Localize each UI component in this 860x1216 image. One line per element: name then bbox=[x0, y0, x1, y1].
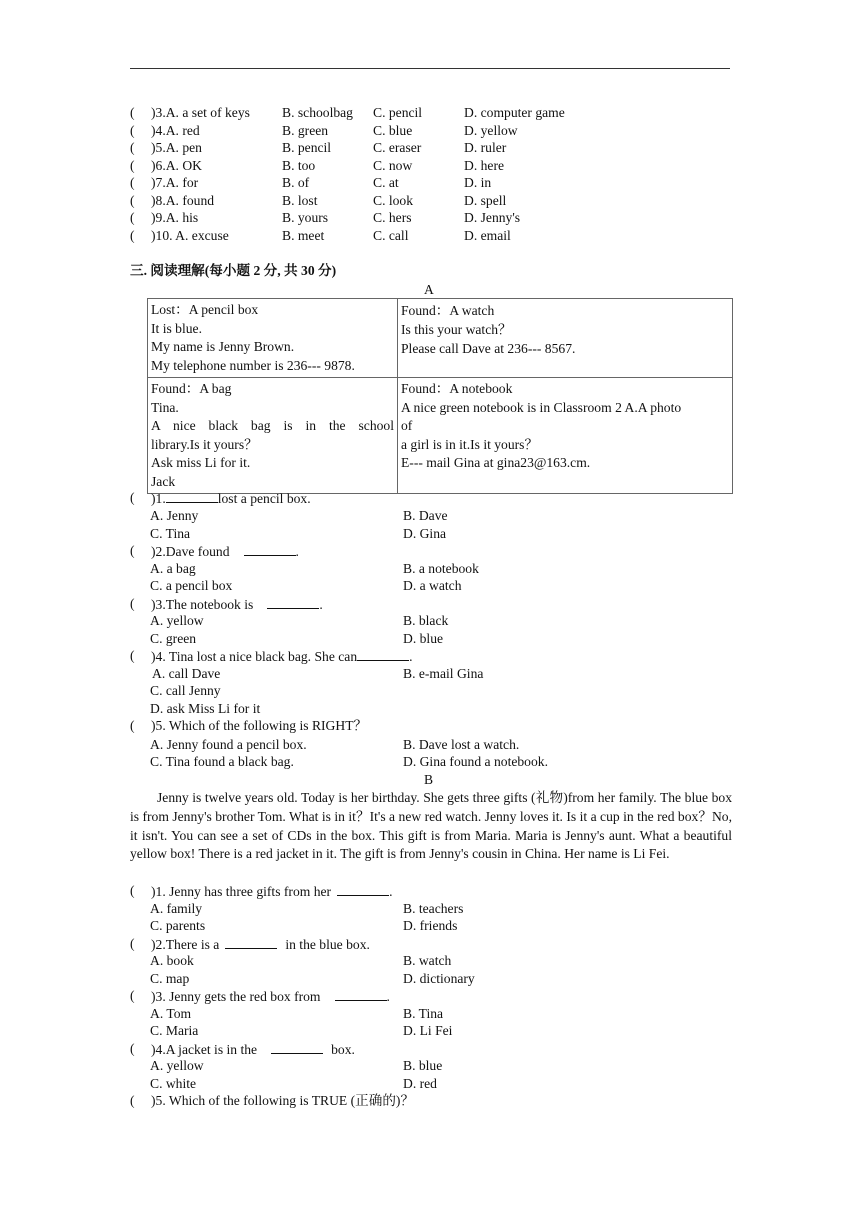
option-b: B. watch bbox=[403, 953, 452, 968]
option-a: A. excuse bbox=[175, 227, 229, 243]
option-c: C. look bbox=[373, 192, 414, 208]
option-b: B. schoolbag bbox=[282, 105, 353, 120]
passage-b-text: Jenny is twelve years old. Today is her birthday. She gets three gifts (礼物)from her family. The blue box is from Jenny's brother Tom. What is in it？It's a new red watch. Jenny loves it. Is it a cup in the red box？No, it isn't. You can see a set of CDs in the box. This gift is from Maria. Maria is Jenny's aunt. What a beautiful yellow box! There is a red jacket in it. The gift is from Jenny's cousin in China. Her name is Li Fei. bbox=[130, 790, 732, 862]
option-d: D. computer game bbox=[464, 105, 565, 120]
option-c: C. hers bbox=[373, 210, 412, 225]
option-a: A. a bag bbox=[150, 560, 196, 576]
option-d: D. blue bbox=[403, 630, 444, 646]
option-c: C. eraser bbox=[373, 140, 422, 155]
option-a: A. for bbox=[165, 175, 199, 190]
option-a: A. a set of keys bbox=[165, 105, 250, 120]
option-b: B. Dave lost a watch. bbox=[403, 736, 520, 752]
option-d: D. red bbox=[403, 1075, 437, 1091]
option-b: B. lost bbox=[282, 192, 318, 208]
question-number: 4. bbox=[155, 122, 166, 138]
answer-paren: ( bbox=[130, 157, 135, 173]
option-a: A. Jenny found a pencil box. bbox=[150, 736, 307, 752]
cloze-row: ( )5.A. pen B. pencil C. eraser D. ruler bbox=[130, 140, 507, 155]
answer-blank bbox=[267, 595, 319, 609]
answer-blank bbox=[244, 542, 296, 556]
option-d: D. Jenny's bbox=[464, 210, 521, 225]
cloze-row: ( )7.A. for B. of C. at D. in bbox=[130, 175, 492, 190]
option-a: A. book bbox=[150, 953, 194, 968]
option-a: A. yellow bbox=[150, 613, 204, 628]
cloze-row: ( )8.A. found B. lost C. look D. spell bbox=[130, 192, 507, 208]
question-number: 5. bbox=[155, 140, 166, 155]
answer-paren: ( bbox=[130, 227, 135, 243]
cloze-row: ( )9.A. his B. yours C. hers D. Jenny's bbox=[130, 210, 521, 225]
cloze-row: ( )6.A. OK B. too C. now D. here bbox=[130, 157, 505, 173]
option-b: B. meet bbox=[282, 227, 325, 243]
option-d: D. Gina found a notebook. bbox=[403, 754, 548, 769]
answer-paren: ( bbox=[130, 175, 135, 190]
option-a: A. his bbox=[165, 210, 199, 225]
answer-paren: ( bbox=[130, 192, 135, 208]
answer-blank bbox=[225, 935, 277, 949]
option-b: B. a notebook bbox=[403, 560, 479, 576]
option-d: D. ruler bbox=[464, 140, 507, 155]
question-number: 9. bbox=[155, 210, 166, 225]
question-number: 8. bbox=[155, 192, 166, 208]
option-b: B. Dave bbox=[403, 508, 448, 523]
option-d: D. dictionary bbox=[403, 970, 475, 986]
option-a: A. family bbox=[150, 900, 203, 916]
answer-blank bbox=[335, 987, 387, 1001]
option-a: A. Jenny bbox=[150, 508, 199, 523]
notice-found-notebook: Found：A notebook A nice green notebook is in Classroom 2 A.A photo of a girl is in it.Is it yours？ E--- mail Gina at gina23@163.cm. bbox=[398, 378, 733, 494]
option-b: B. of bbox=[282, 175, 310, 190]
option-b: B. black bbox=[403, 613, 449, 628]
answer-paren: ( bbox=[130, 122, 135, 138]
option-d: D. in bbox=[464, 175, 492, 190]
option-a: A. found bbox=[165, 192, 215, 208]
option-c: C. a pencil box bbox=[150, 578, 233, 593]
option-c: C. pencil bbox=[373, 105, 423, 120]
answer-blank bbox=[357, 647, 409, 661]
notice-found-bag: Found：A bag Tina. A nice black bag is in the school library.Is it yours？ Ask miss Li for it. Jack bbox=[148, 378, 398, 494]
answer-paren: ( bbox=[130, 140, 135, 155]
option-b: B. blue bbox=[403, 1058, 443, 1073]
option-c: C. at bbox=[373, 175, 399, 190]
option-a: A. yellow bbox=[150, 1058, 204, 1073]
option-d: D. email bbox=[464, 227, 511, 243]
option-c: C. Tina found a black bag. bbox=[150, 754, 294, 769]
question-number: 3. bbox=[155, 105, 166, 120]
option-d: D. a watch bbox=[403, 578, 462, 593]
option-b: B. pencil bbox=[282, 140, 332, 155]
option-b: B. too bbox=[282, 157, 316, 173]
question-number: 6. bbox=[155, 157, 166, 173]
option-c: C. map bbox=[150, 970, 190, 986]
notices-table bbox=[147, 298, 733, 494]
passage-a-label: A bbox=[424, 282, 434, 297]
option-a: A. call Dave bbox=[152, 665, 221, 681]
question-number: 10. bbox=[155, 227, 176, 243]
option-b: B. yours bbox=[282, 210, 329, 225]
section-title: 三. 阅读理解(每小题 2 分, 共 30 分) bbox=[130, 263, 337, 278]
notice-lost-pencil-box: Lost：A pencil box It is blue. My name is Jenny Brown. My telephone number is 236--- 9878. bbox=[148, 299, 398, 378]
option-b: B. e-mail Gina bbox=[403, 665, 484, 681]
option-a: A. OK bbox=[165, 157, 202, 173]
answer-blank bbox=[337, 882, 389, 896]
answer-blank bbox=[271, 1040, 323, 1054]
option-c: C. call Jenny bbox=[150, 683, 221, 698]
cloze-row: ( )10. A. excuse B. meet C. call D. email bbox=[130, 227, 511, 243]
option-b: B. teachers bbox=[403, 900, 464, 916]
option-b: B. green bbox=[282, 122, 329, 138]
option-a: A. red bbox=[165, 122, 200, 138]
option-d: D. Gina bbox=[403, 525, 447, 541]
answer-paren: ( bbox=[130, 210, 135, 225]
option-c: C. Tina bbox=[150, 525, 191, 541]
option-c: C. parents bbox=[150, 918, 206, 933]
option-d: D. friends bbox=[403, 918, 458, 933]
option-c: C. Maria bbox=[150, 1023, 199, 1038]
option-c: C. white bbox=[150, 1075, 197, 1091]
header-rule bbox=[130, 68, 730, 69]
option-a: A. pen bbox=[165, 140, 202, 155]
option-a: A. Tom bbox=[150, 1005, 192, 1021]
option-c: C. call bbox=[373, 227, 409, 243]
option-d: D. Li Fei bbox=[403, 1023, 453, 1038]
question-number: 7. bbox=[155, 175, 166, 190]
cloze-row: ( )3.A. a set of keys B. schoolbag C. pencil D. computer game bbox=[130, 105, 565, 120]
option-d: D. ask Miss Li for it bbox=[150, 700, 261, 716]
option-c: C. blue bbox=[373, 122, 413, 138]
answer-paren: ( bbox=[130, 105, 135, 120]
option-c: C. now bbox=[373, 157, 413, 173]
option-d: D. spell bbox=[464, 192, 507, 208]
passage-b-label: B bbox=[424, 772, 434, 787]
answer-blank bbox=[166, 489, 218, 503]
cloze-row: ( )4.A. red B. green C. blue D. yellow bbox=[130, 122, 518, 138]
option-d: D. here bbox=[464, 157, 505, 173]
notice-found-watch: Found：A watch Is this your watch？ Please call Dave at 236--- 8567. bbox=[398, 299, 733, 378]
option-d: D. yellow bbox=[464, 122, 518, 138]
option-c: C. green bbox=[150, 630, 197, 646]
option-b: B. Tina bbox=[403, 1005, 444, 1021]
